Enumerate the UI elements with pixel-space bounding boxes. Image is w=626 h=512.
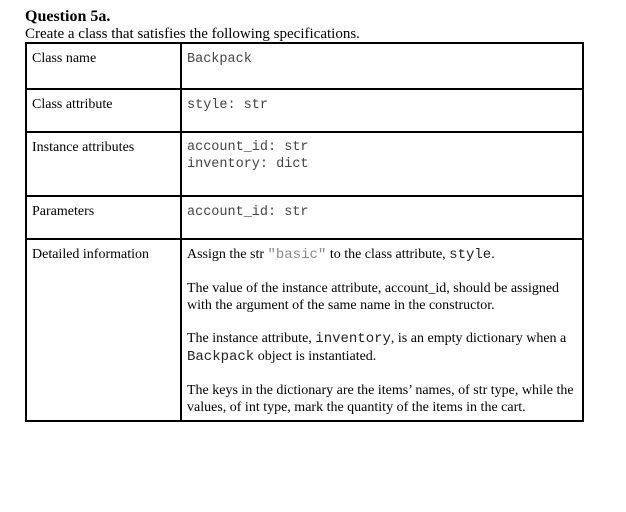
specification-table (25, 42, 584, 422)
parameters-value: account_id: str (187, 205, 309, 220)
detail-paragraph-1: Assign the str "basic" to the class attribute, style. (187, 247, 495, 263)
class-attribute-value: style: str (187, 98, 269, 113)
instance-attribute-line: inventory: dict (187, 157, 309, 172)
row-label-instance-attributes: Instance attributes (26, 132, 181, 196)
class-name-value: Backpack (187, 52, 252, 67)
row-value-parameters (181, 196, 583, 239)
table-row (26, 196, 583, 239)
table-row (26, 89, 583, 132)
inline-code: style (449, 247, 492, 263)
table-row (26, 43, 583, 89)
inline-code: Backpack (187, 349, 255, 365)
detail-paragraph-4: The keys in the dictionary are the items’ names, of str type, while the values, of int type, mark the quantity of the items in the cart. (187, 383, 574, 415)
table-row (26, 132, 583, 196)
row-value-class-attribute (181, 89, 583, 132)
row-value-class-name (181, 43, 583, 89)
row-label-detailed-information: Detailed information (26, 239, 181, 421)
table-row (26, 239, 583, 421)
inline-code: inventory (315, 331, 391, 347)
row-label-parameters: Parameters (26, 196, 181, 239)
instance-attribute-line: account_id: str (187, 140, 309, 155)
row-label-class-name: Class name (26, 43, 181, 89)
question-instruction: Create a class that satisfies the following specifications. (25, 26, 360, 42)
row-value-instance-attributes (181, 132, 583, 196)
question-title: Question 5a. (25, 8, 111, 25)
row-label-class-attribute: Class attribute (26, 89, 181, 132)
string-literal: "basic" (267, 247, 327, 263)
detail-paragraph-3: The instance attribute, inventory, is an empty dictionary when a Backpack object is instantiated. (187, 331, 567, 365)
row-value-detailed-information (181, 239, 583, 421)
detail-paragraph-2: The value of the instance attribute, account_id, should be assigned with the argument of the same name in the constructor. (187, 281, 560, 313)
